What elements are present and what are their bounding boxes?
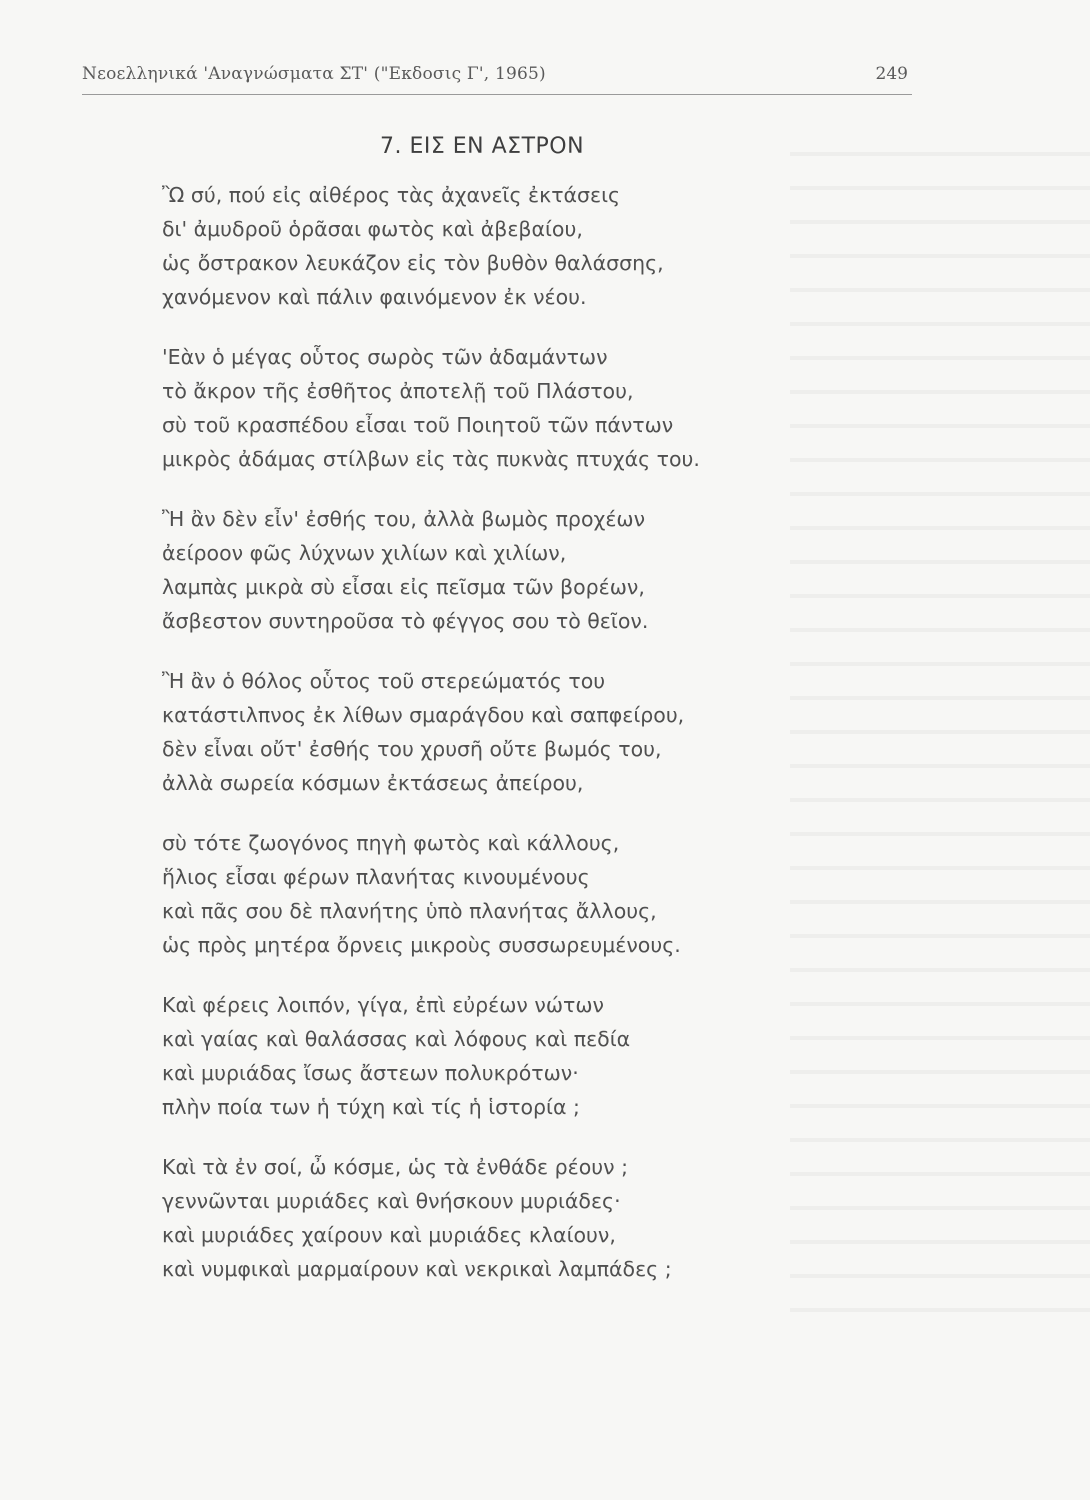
poem-line: γεννῶνται μυριάδες καὶ θνήσκουν μυριάδες·	[162, 1189, 621, 1213]
poem-body	[162, 178, 922, 1312]
poem-line: χανόμενον καὶ πάλιν φαινόμενον ἐκ νέου.	[162, 285, 587, 309]
poem-title: 7. ΕΙΣ ΕΝ ΑΣΤΡΟΝ	[380, 134, 585, 159]
poem-line: ἀείροον φῶς λύχνων χιλίων καὶ χιλίων,	[162, 541, 567, 565]
poem-line: δὲν εἶναι οὔτ' ἐσθής του χρυσῆ οὔτε βωμός του,	[162, 737, 662, 761]
poem-line: ὡς πρὸς μητέρα ὄρνεις μικροὺς συσσωρευμένους.	[162, 933, 681, 957]
poem-line: Ἢ ἂν ὁ θόλος οὗτος τοῦ στερεώματός του	[162, 669, 606, 693]
poem-line: σὺ τότε ζωογόνος πηγὴ φωτὸς καὶ κάλλους,	[162, 831, 620, 855]
poem-line: ἀλλὰ σωρεία κόσμων ἐκτάσεως ἀπείρου,	[162, 771, 584, 795]
poem-line: λαμπὰς μικρὰ σὺ εἶσαι εἰς πεῖσμα τῶν βορέων,	[162, 575, 645, 599]
stanza-3	[162, 502, 922, 638]
running-header	[82, 60, 912, 95]
poem-line: μικρὸς ἀδάμας στίλβων εἰς τὰς πυκνὰς πτυχάς του.	[162, 447, 700, 471]
stanza-7	[162, 1150, 922, 1286]
poem-line: καὶ πᾶς σου δὲ πλανήτης ὑπὸ πλανήτας ἄλλους,	[162, 899, 657, 923]
header-book-title: Νεοελληνικά 'Αναγνώσματα ΣΤ' ("Εκδοσις Γ', 1965)	[82, 64, 546, 84]
poem-line: καὶ γαίας καὶ θαλάσσας καὶ λόφους καὶ πεδία	[162, 1027, 631, 1051]
poem-line: καὶ μυριάδες χαίρουν καὶ μυριάδες κλαίουν,	[162, 1223, 616, 1247]
poem-line: Ὢ σύ, πού εἰς αἰθέρος τὰς ἀχανεῖς ἐκτάσεις	[162, 183, 621, 207]
poem-line: δι' ἀμυδροῦ ὁρᾶσαι φωτὸς καὶ ἀβεβαίου,	[162, 217, 583, 241]
poem-line: ἄσβεστον συντηροῦσα τὸ φέγγος σου τὸ θεῖον.	[162, 609, 649, 633]
poem-line: Καὶ φέρεις λοιπόν, γίγα, ἐπὶ εὐρέων νώτων	[162, 993, 604, 1017]
poem-line: κατάστιλπνος ἐκ λίθων σμαράγδου καὶ σαπφείρου,	[162, 703, 685, 727]
stanza-6	[162, 988, 922, 1124]
stanza-2	[162, 340, 922, 476]
poem-line: πλὴν ποία των ἡ τύχη καὶ τίς ἡ ἱστορία ;	[162, 1095, 580, 1119]
poem-line: τὸ ἄκρον τῆς ἐσθῆτος ἀποτελῇ τοῦ Πλάστου,	[162, 379, 634, 403]
stanza-1	[162, 178, 922, 314]
page-number: 249	[875, 64, 908, 84]
poem-line: ὡς ὄστρακον λευκάζον εἰς τὸν βυθὸν θαλάσσης,	[162, 251, 664, 275]
poem-line: 'Εὰν ὁ μέγας οὗτος σωρὸς τῶν ἀδαμάντων	[162, 345, 608, 369]
poem-line: ἥλιος εἶσαι φέρων πλανήτας κινουμένους	[162, 865, 590, 889]
poem-line: σὺ τοῦ κρασπέδου εἶσαι τοῦ Ποιητοῦ τῶν πάντων	[162, 413, 674, 437]
poem-line: καὶ μυριάδας ἴσως ἄστεων πολυκρότων·	[162, 1061, 579, 1085]
stanza-5	[162, 826, 922, 962]
poem-line: Ἢ ἂν δὲν εἶν' ἐσθής του, ἀλλὰ βωμὸς προχέων	[162, 507, 646, 531]
stanza-4	[162, 664, 922, 800]
poem-line: Καὶ τὰ ἐν σοί, ὦ κόσμε, ὡς τὰ ἐνθάδε ρέουν ;	[162, 1155, 628, 1179]
poem-line: καὶ νυμφικαὶ μαρμαίρουν καὶ νεκρικαὶ λαμπάδες ;	[162, 1257, 672, 1281]
